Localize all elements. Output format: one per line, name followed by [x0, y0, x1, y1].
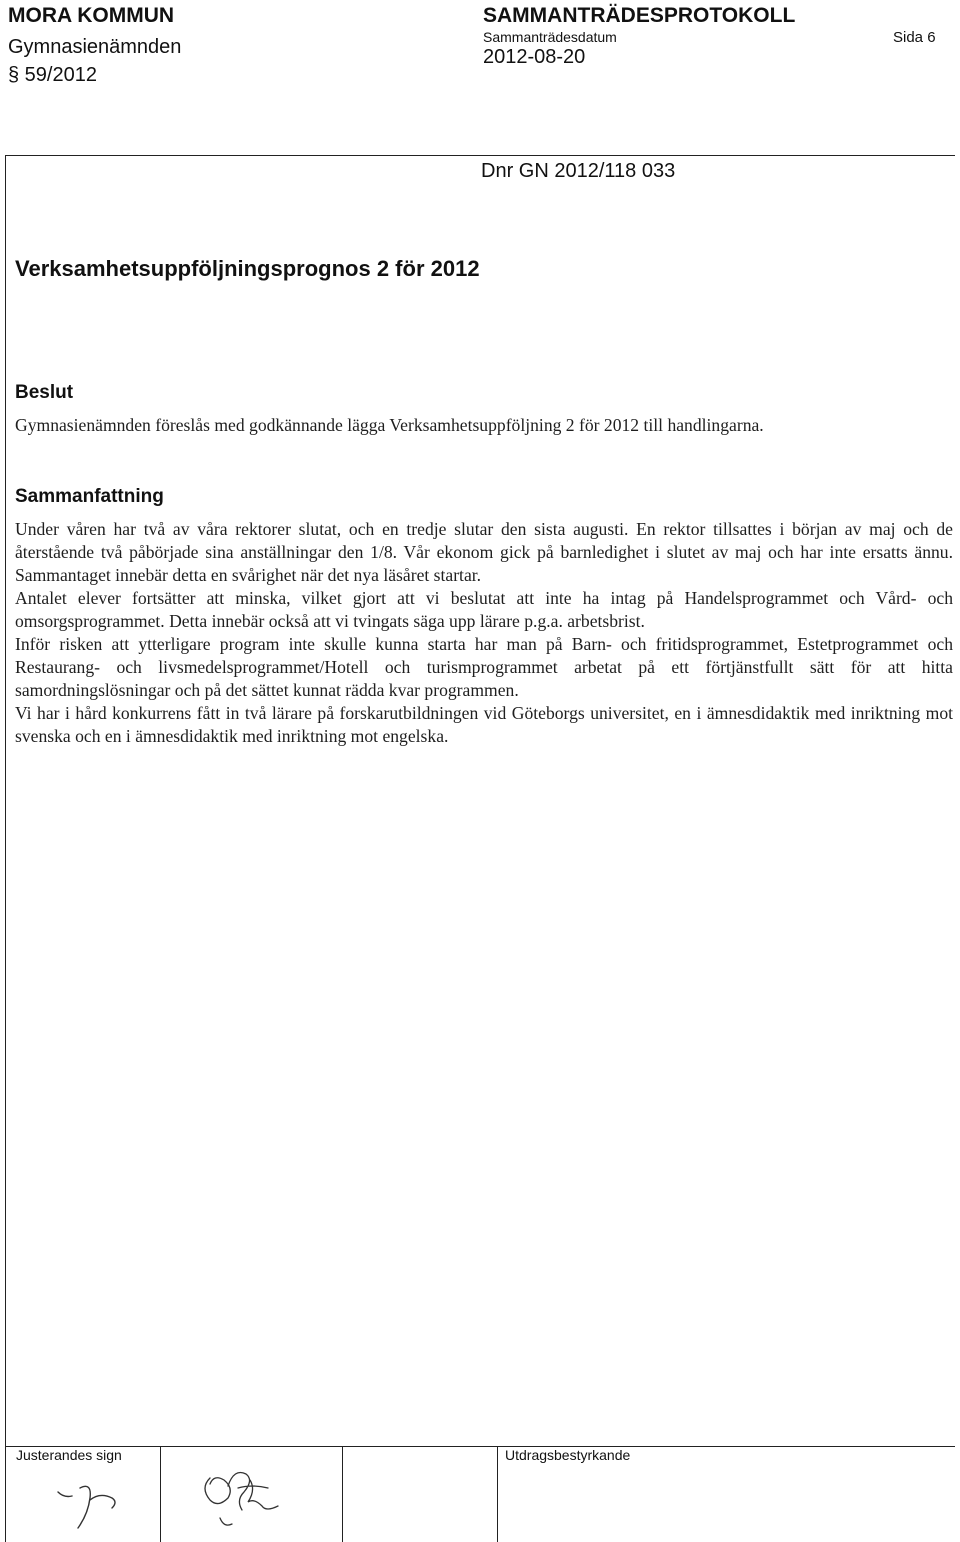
sign-label: Justerandes sign [16, 1447, 122, 1463]
beslut-paragraph: Gymnasienämnden föreslås med godkännande lägga Verksamhetsuppföljning 2 för 2012 till handlingarna. [15, 415, 764, 435]
footer-divider-1 [160, 1446, 161, 1542]
meeting-date-label: Sammanträdesdatum [483, 29, 617, 45]
sammanfattning-heading: Sammanfattning [15, 486, 164, 507]
organization-name: MORA KOMMUN [8, 4, 175, 27]
department-name: Gymnasienämnden [8, 36, 182, 58]
beslut-text [15, 414, 835, 437]
page-number: Sida 6 [893, 29, 936, 46]
footer-rule [5, 1446, 955, 1447]
case-number: Dnr GN 2012/118 033 [481, 160, 676, 182]
frame-top-rule [5, 155, 955, 156]
sammanfattning-paragraph-3: Inför risken att ytterligare program inte skulle kunna starta har man på Barn- och fritidsprogrammet, Estetprogrammet och Restaurang- och livsmedelsprogrammet/Hotell och turismprogrammet arbetat på ett förtjänstfullt sätt för att hitta samordningslösningar och på det sättet kunnat rädda kvar programmen. [15, 634, 953, 700]
signature-initials-1 [50, 1478, 140, 1538]
footer-divider-2 [342, 1446, 343, 1542]
sammanfattning-paragraph-1: Under våren har två av våra rektorer slutat, och en tredje slutar den sista augusti. En rektor tillsattes i början av maj och de återstående två påbörjade sina anställningar den 1/8. Vår ekonom gick på barnledighet i slutet av maj och har inte ersatts ännu. Sammantaget innebär detta en svårighet när det nya läsåret startar. [15, 519, 953, 585]
sammanfattning-paragraph-4: Vi har i hård konkurrens fått in två lärare på forskarutbildningen vid Göteborgs universitet, en i ämnesdidaktik med inriktning mot svenska och en i ämnesdidaktik med inriktning mot engelska. [15, 703, 953, 746]
sammanfattning-paragraph-2: Antalet elever fortsätter att minska, vilket gjort att vi beslutat att inte ha intag på Handelsprogrammet och Vård- och omsorgsprogrammet. Detta innebär också att vi tvingats säga upp lärare p.g.a. arbetsbrist. [15, 588, 953, 631]
footer-divider-3 [497, 1446, 498, 1542]
signature-initials-2 [190, 1458, 300, 1538]
frame-left-rule [5, 155, 6, 1542]
document-title: Verksamhetsuppföljningsprognos 2 för 2012 [15, 256, 480, 281]
protocol-title: SAMMANTRÄDESPROTOKOLL [483, 4, 796, 27]
paragraph-number: § 59/2012 [8, 64, 97, 86]
beslut-heading: Beslut [15, 382, 74, 403]
certify-label: Utdragsbestyrkande [505, 1447, 631, 1463]
sammanfattning-body [15, 518, 953, 748]
meeting-date: 2012-08-20 [483, 46, 586, 68]
